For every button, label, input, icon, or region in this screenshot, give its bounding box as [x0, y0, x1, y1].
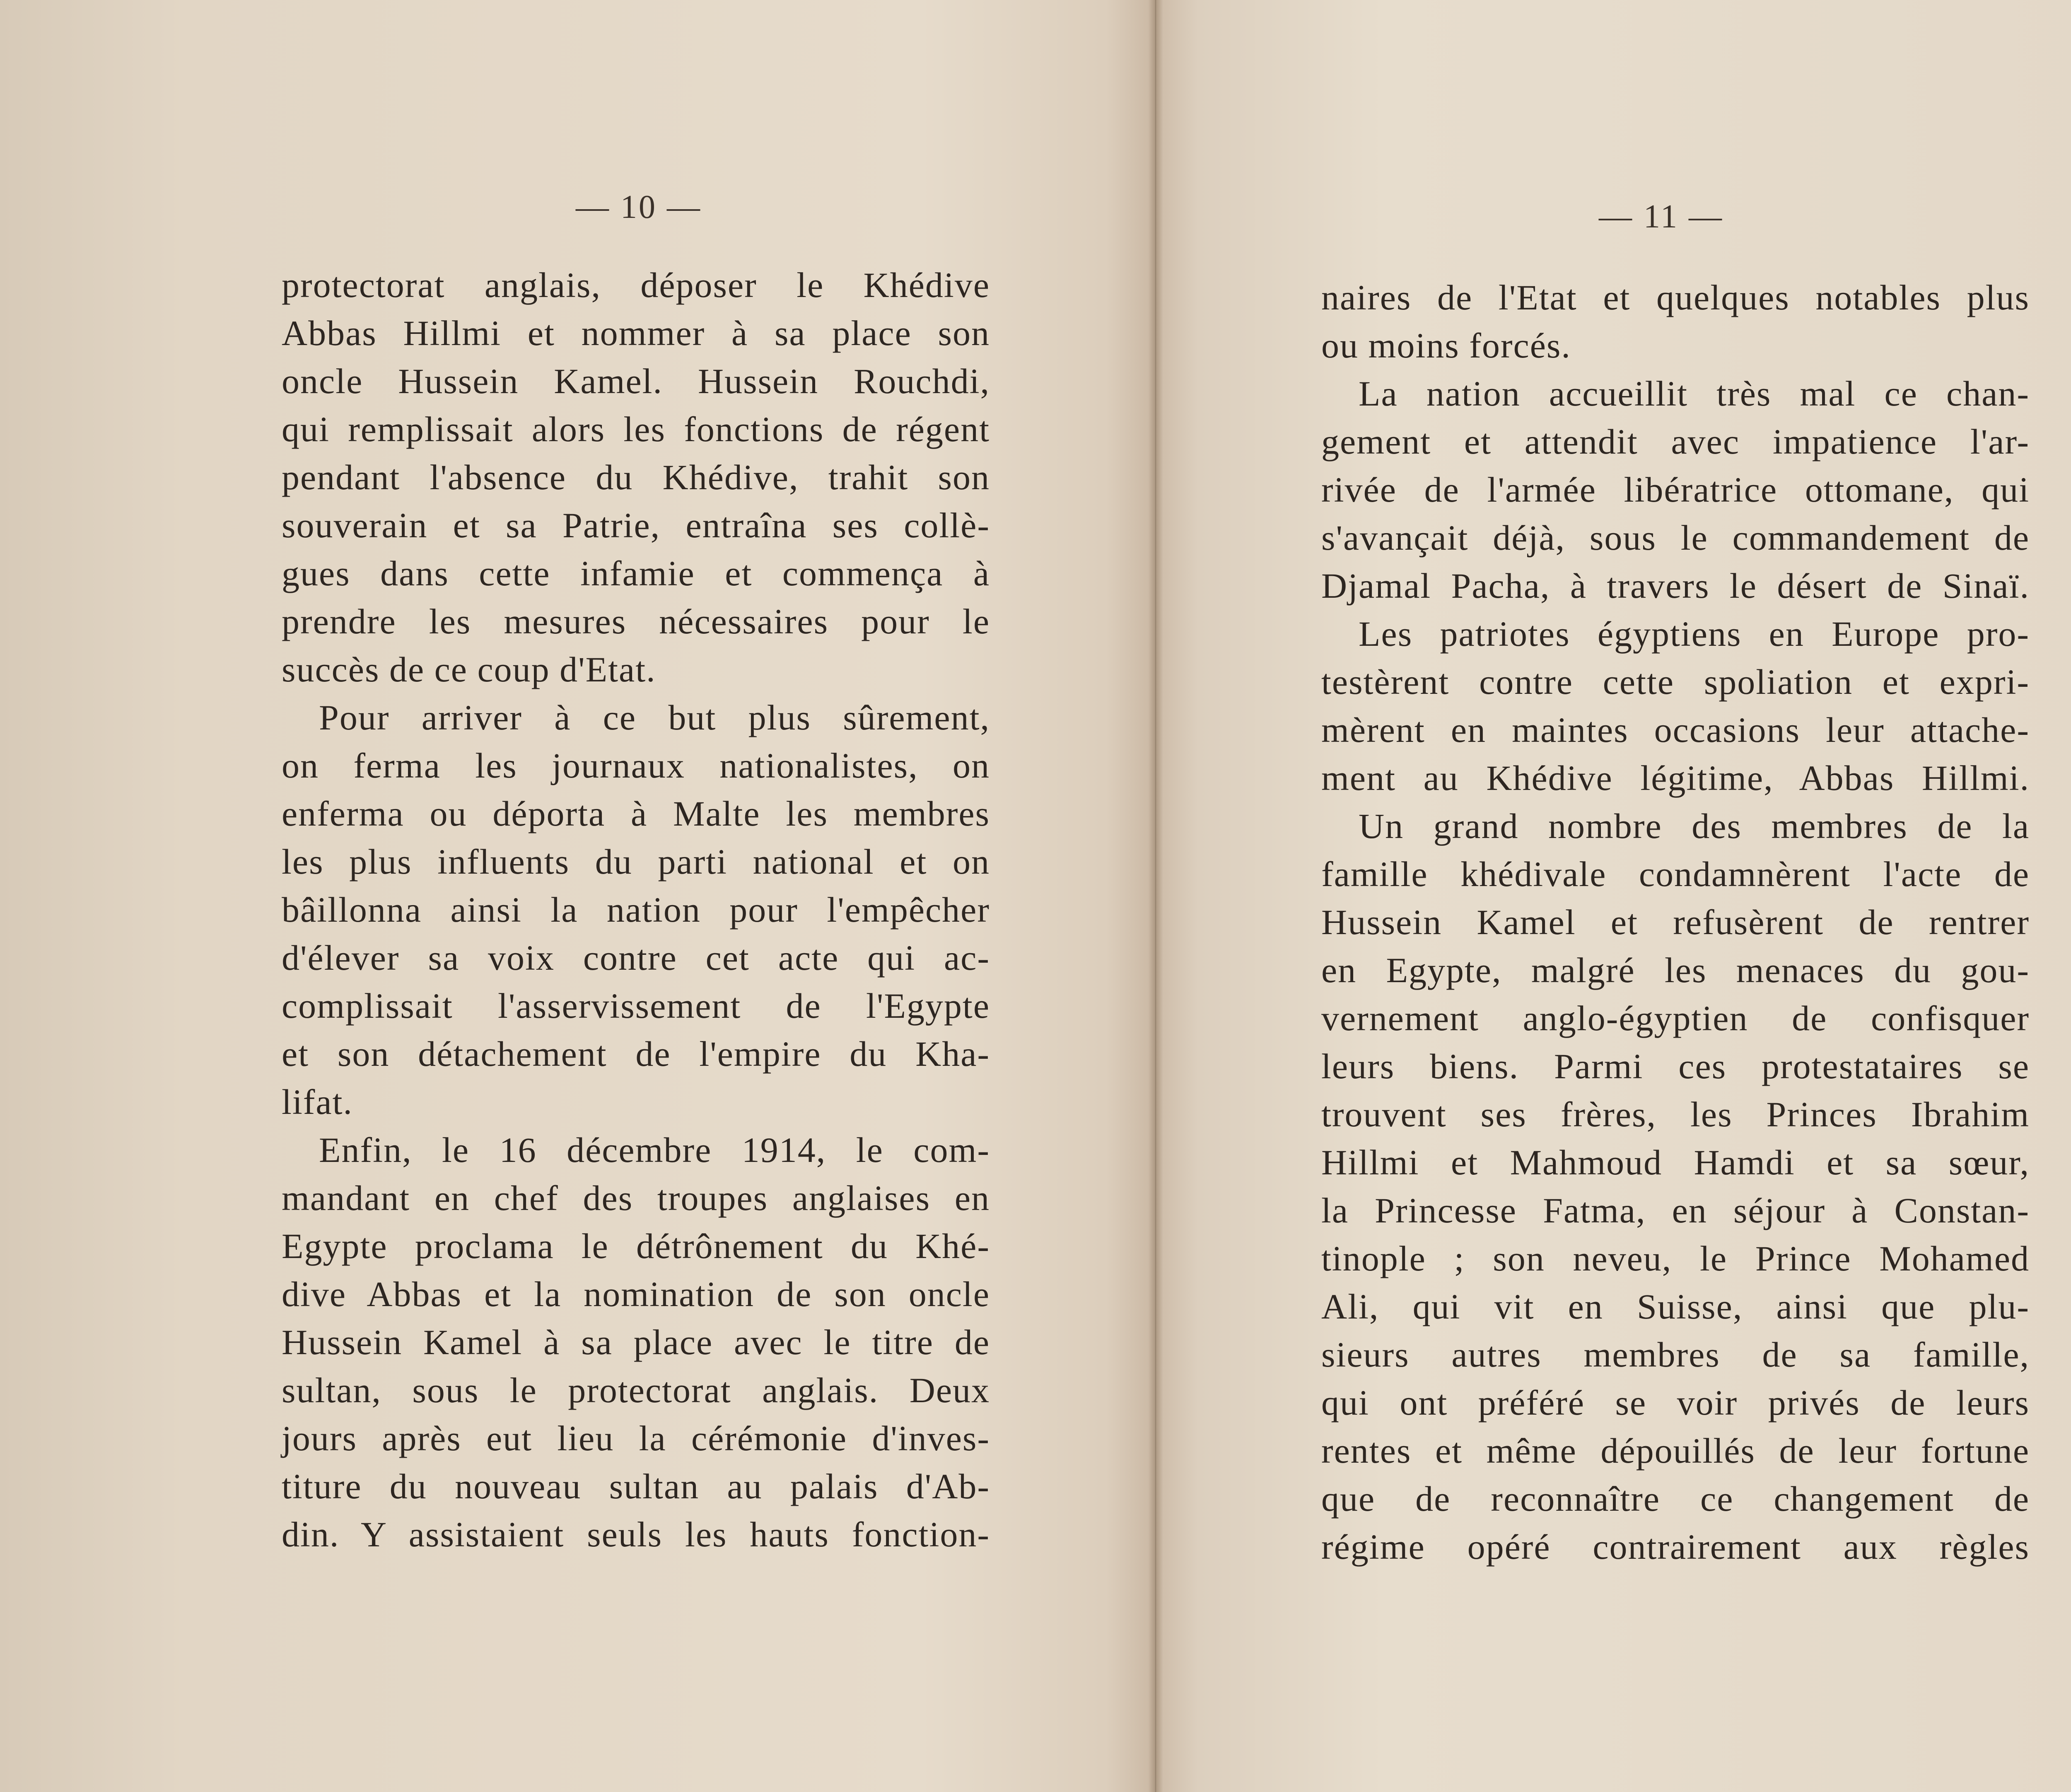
- text-line: succès de ce coup d'Etat.: [282, 650, 656, 689]
- text-line: que de reconnaître ce changement de: [1321, 1479, 2030, 1519]
- text-line: Djamal Pacha, à travers le désert de Sinaï.: [1321, 566, 2030, 606]
- text-line: trouvent ses frères, les Princes Ibrahim: [1321, 1094, 2030, 1134]
- text-line: enferma ou déporta à Malte les membres: [282, 794, 990, 833]
- text-line: Ali, qui vit en Suisse, ainsi que plu-: [1321, 1287, 2030, 1326]
- text-line: oncle Hussein Kamel. Hussein Rouchdi,: [282, 361, 990, 401]
- text-line: din. Y assistaient seuls les hauts fonction-: [282, 1514, 990, 1554]
- text-line: protectorat anglais, déposer le Khédive: [282, 265, 990, 305]
- page-number: — 10 —: [576, 189, 702, 225]
- text-line: La nation accueillit très mal ce chan-: [1359, 374, 2030, 413]
- text-line: la Princesse Fatma, en séjour à Constan-: [1321, 1191, 2030, 1230]
- text-line: souverain et sa Patrie, entraîna ses collè-: [282, 505, 990, 545]
- text-line: leurs biens. Parmi ces protestataires se: [1321, 1046, 2030, 1086]
- text-line: rivée de l'armée libératrice ottomane, qui: [1321, 470, 2030, 510]
- text-line: lifat.: [282, 1082, 353, 1122]
- text-line: ou moins forcés.: [1321, 326, 1571, 365]
- page-body: [282, 261, 990, 1558]
- text-line: en Egypte, malgré les menaces du gou-: [1321, 950, 2030, 990]
- text-line: titure du nouveau sultan au palais d'Ab-: [282, 1466, 990, 1506]
- text-line: dive Abbas et la nomination de son oncle: [282, 1274, 990, 1314]
- text-line: on ferma les journaux nationalistes, on: [282, 746, 990, 785]
- page-body: [1321, 273, 2030, 1571]
- text-line: Egypte proclama le détrônement du Khé-: [282, 1226, 990, 1266]
- text-line: famille khédivale condamnèrent l'acte de: [1321, 854, 2030, 894]
- text-line: jours après eut lieu la cérémonie d'inves-: [282, 1418, 990, 1458]
- text-line: qui ont préféré se voir privés de leurs: [1321, 1383, 2030, 1422]
- text-line: naires de l'Etat et quelques notables plus: [1321, 278, 2030, 317]
- text-line: gement et attendit avec impatience l'ar-: [1321, 422, 2030, 461]
- text-line: sieurs autres membres de sa famille,: [1321, 1335, 2030, 1374]
- text-line: Pour arriver à ce but plus sûrement,: [319, 698, 990, 737]
- text-line: mèrent en maintes occasions leur attache-: [1321, 710, 2030, 750]
- text-line: bâillonna ainsi la nation pour l'empêcher: [282, 890, 990, 930]
- text-line: qui remplissait alors les fonctions de régent: [282, 409, 990, 449]
- text-line: rentes et même dépouillés de leur fortune: [1321, 1431, 2030, 1471]
- text-line: régime opéré contrairement aux règles: [1321, 1527, 2030, 1567]
- text-line: Un grand nombre des membres de la: [1359, 806, 2030, 846]
- text-line: pendant l'absence du Khédive, trahit son: [282, 457, 990, 497]
- text-line: Hillmi et Mahmoud Hamdi et sa sœur,: [1321, 1142, 2030, 1182]
- right-page: [1156, 0, 2071, 1792]
- text-line: Enfin, le 16 décembre 1914, le com-: [319, 1130, 990, 1170]
- text-line: prendre les mesures nécessaires pour le: [282, 601, 990, 641]
- text-line: testèrent contre cette spoliation et expri-: [1321, 662, 2030, 702]
- text-line: Hussein Kamel et refusèrent de rentrer: [1321, 902, 2030, 942]
- text-line: et son détachement de l'empire du Kha-: [282, 1034, 990, 1074]
- text-line: Les patriotes égyptiens en Europe pro-: [1359, 614, 2030, 654]
- text-line: Hussein Kamel à sa place avec le titre de: [282, 1322, 990, 1362]
- text-line: gues dans cette infamie et commença à: [282, 553, 990, 593]
- text-line: d'élever sa voix contre cet acte qui ac-: [282, 938, 990, 978]
- text-line: mandant en chef des troupes anglaises en: [282, 1178, 990, 1218]
- text-line: s'avançait déjà, sous le commandement de: [1321, 518, 2030, 558]
- text-line: sultan, sous le protectorat anglais. Deux: [282, 1370, 990, 1410]
- text-line: ment au Khédive légitime, Abbas Hillmi.: [1321, 758, 2030, 798]
- text-line: les plus influents du parti national et on: [282, 842, 990, 882]
- text-line: tinople ; son neveu, le Prince Mohamed: [1321, 1239, 2030, 1278]
- text-line: Abbas Hillmi et nommer à sa place son: [282, 313, 990, 353]
- text-line: complissait l'asservissement de l'Egypte: [282, 986, 990, 1026]
- page-number: — 11 —: [1599, 198, 1724, 235]
- text-line: vernement anglo-égyptien de confisquer: [1321, 998, 2030, 1038]
